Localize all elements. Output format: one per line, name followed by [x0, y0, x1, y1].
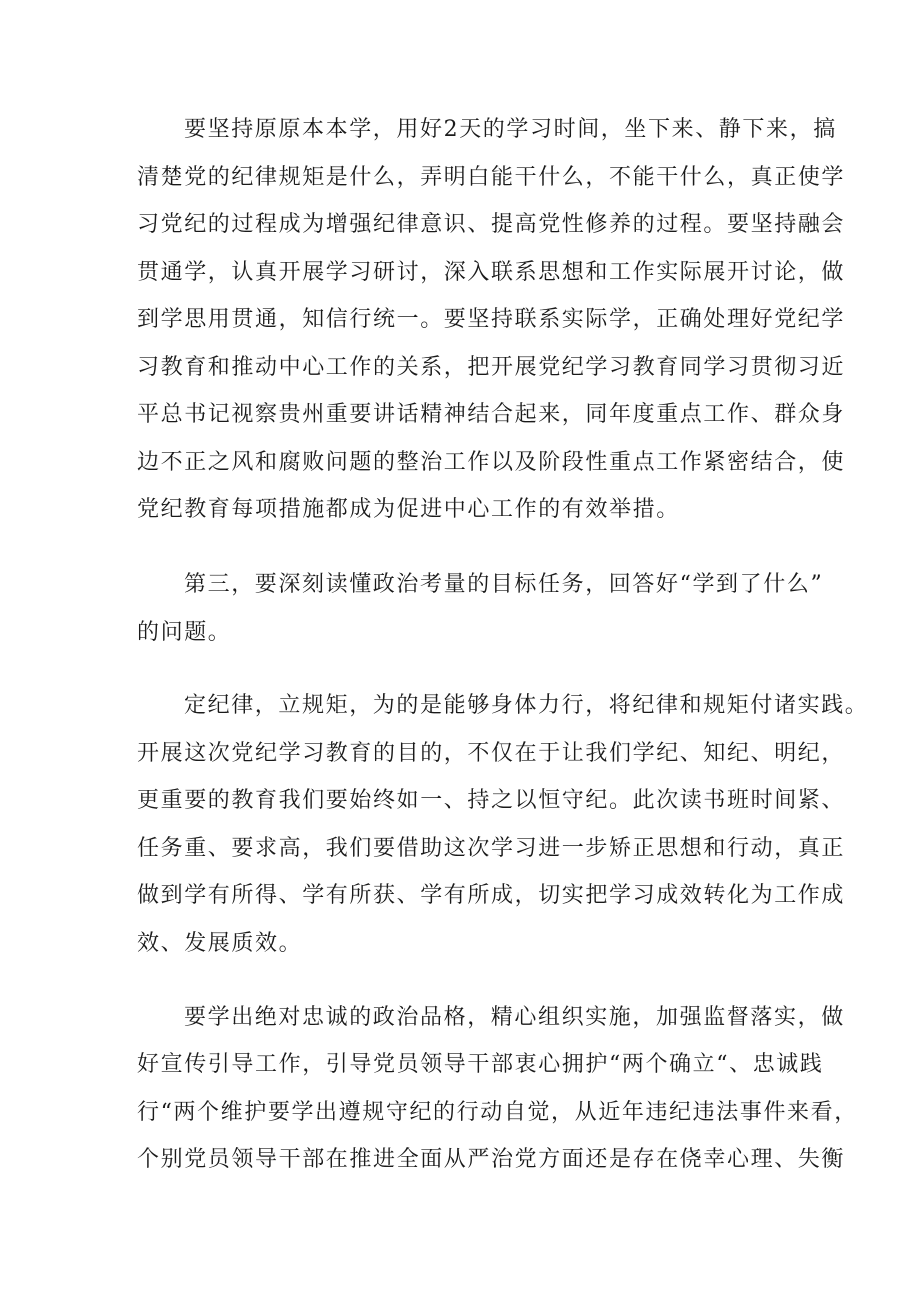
text-line: 做到学有所得、学有所获、学有所成，切实把学习成效转化为工作成 [137, 883, 846, 908]
text-line: 行“两个维护要学出遵规守纪的行动自觉，从近年违纪违法事件来看， [137, 1100, 858, 1125]
text-line: 好宣传引导工作，引导党员领导干部衷心拥护“两个确立“、忠诚践 [137, 1052, 824, 1077]
text-line: 第三，要深刻读懂政治考量的目标任务，回答好“学到了什么” [184, 572, 824, 597]
text-line: 要学出绝对忠诚的政治品格，精心组织实施，加强监督落实，做 [184, 1005, 845, 1030]
text-line: 清楚党的纪律规矩是什么，弄明白能干什么，不能干什么，真正使学 [137, 165, 846, 190]
text-line: 的问题。 [137, 620, 232, 645]
text-line: 任务重、要求高，我们要借助这次学习进一步矫正思想和行动，真正 [137, 836, 846, 861]
text-line: 平总书记视察贵州重要讲话精神结合起来，同年度重点工作、群众身 [137, 402, 846, 427]
text-line: 到学思用贯通，知信行统一。要坚持联系实际学，正确处理好党纪学 [137, 307, 846, 332]
text-line: 更重要的教育我们要始终如一、持之以恒守纪。此次读书班时间紧、 [137, 788, 846, 813]
text-line: 定纪律，立规矩，为的是能够身体力行，将纪律和规矩付诸实践。 [184, 693, 869, 718]
text-line: 党纪教育每项措施都成为促进中心工作的有效举措。 [137, 497, 680, 522]
text-line: 边不正之风和腐败问题的整治工作以及阶段性重点工作紧密结合，使 [137, 450, 846, 475]
text-line: 贯通学，认真开展学习研讨，深入联系思想和工作实际展开讨论，做 [137, 260, 846, 285]
text-line: 要坚持原原本本学，用好2天的学习时间，坐下来、静下来，搞 [184, 117, 837, 142]
text-line: 习教育和推动中心工作的关系，把开展党纪学习教育同学习贯彻习近 [137, 355, 846, 380]
text-line: 效、发展质效。 [137, 931, 303, 956]
text-line: 开展这次党纪学习教育的目的，不仅在于让我们学纪、知纪、明纪， [137, 741, 846, 766]
text-line: 个别党员领导干部在推进全面从严治党方面还是存在侥幸心理、失衡 [137, 1147, 846, 1172]
text-line: 习党纪的过程成为增强纪律意识、提高党性修养的过程。要坚持融会 [137, 212, 846, 237]
